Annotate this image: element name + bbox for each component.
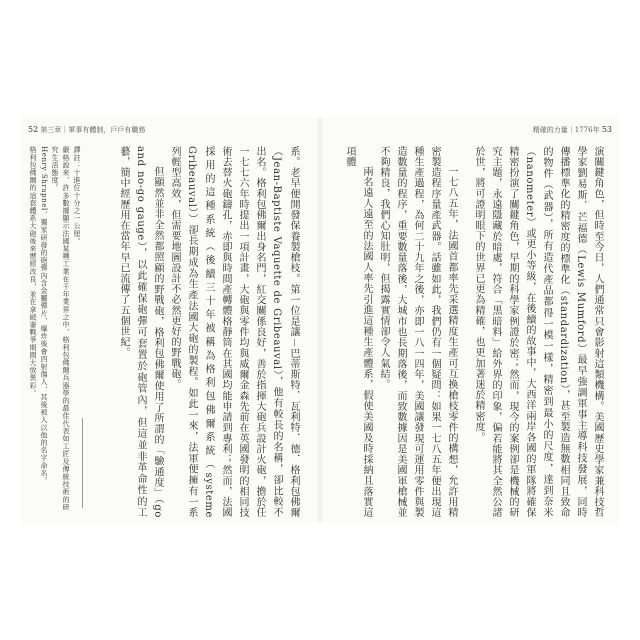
- right-page-number: 53: [601, 125, 612, 134]
- right-page-body: [332, 146, 616, 518]
- body-paragraph: 演關鍵角色，但時至今日，人們通常只會影射這類機構。美國歷史學家兼科技哲學家劉易斯．芒福德（Lewis Mumford）最早強調軍事主導科技發展，同時傳播標準化的精密度的標準化（standardization），甚至製造無數相同且致命的物件（武器），所有造代產品都得一模一樣，精密到最小的尺度，達到奈米（nanometer）或更小等級，在後續的故事中，大西洋兩岸各國的軍隊將確保精密扮演了關鍵角色，早期的科學家例證於密；然而，現今的案例卻是機械的研究主題，永遠隱藏於暗處，符合「黑暗料」給外界的印象，偏若能將其全然公諸於世，將可證明眼下的世界已更為精確，也更加著迷於精密度。: [473, 146, 603, 518]
- left-page: [20, 118, 318, 522]
- body-paragraph: 系。老早便開發保養製槍枝。第一位是讓－巴蒂斯特．瓦利特．德．格利包佛爾（Jean-Baptiste Vaquette de Gribeauval），他有較長的名稱，卻比較不出名。格利包佛爾出身名門，紅交關係良好，善於指揮大砲兵設計火砲，擔於任一七七六年時提出一項計畫，大砲與零件均與威爾金森先前在英國發明的相同技術去替火砲鑄孔，赤即與時間產轉體格靜筒在其國均能申請到專利；然而，法國採用的這種系統（後續三十年被稱為格利包佛爾系統（systeme Gribeauval））卻長期成為生產法國大砲的製程。如此一來，法軍便擁有一系列輕型高效，但需要地圖設計不必然更好的野戰砲。: [169, 146, 299, 518]
- left-page-body: [82, 146, 312, 518]
- book-spread: [20, 118, 620, 522]
- right-running-head: 精確的力量｜1776年: [532, 126, 600, 134]
- left-page-number: 52: [28, 125, 39, 134]
- footnote: 格利包佛爾的這套體系大砲後來歷經改良，並在拿破崙戰爭期間大放異彩。: [29, 146, 37, 397]
- footnote: Henry Shrapnel，獨家研發的砲彈內含金屬彈片，爆炸後會四射傷人，其後被人以他的名字命名。: [40, 146, 48, 485]
- footnote-divider: [82, 418, 83, 508]
- right-page-header: [533, 124, 612, 136]
- right-page: [322, 118, 620, 522]
- footnotes: [26, 146, 82, 518]
- body-paragraph: 兩名遠人遠至的法國人率先引進這種生產體系，假使美國及時採納且落實這項體: [344, 146, 372, 518]
- footnote: 譯註：十進位十分之一公厘。: [73, 146, 81, 245]
- body-paragraph: 但顯然並非全然都照顧的野戰砲，格利包佛爾使用了所謂的「驗通度」（go and no-go gauge），以此確保砲彈可套置於砲管內，但這並非革命性的工藝，簡中經歷用在當年早已流傳了五個世紀。: [118, 146, 163, 518]
- left-running-head: 第三章｜軍事有體制，戶戶有職務: [40, 126, 146, 134]
- body-paragraph: 一七八五年，法國首都率先采選精度生產可互換槍枝零件的構想，允許用精密製造程序量產武器。話雖如此，我們仍有一個疑問：如果一七八五年便出現這種生產過程，為何二十九年之後，亦即一八一四年，美國讓發現可運用零件與製造數量的程序，重要數量落後，大城市也長期落後，而致數據因是美國軍槍械並不夠精良，我們心知肚明，但揭露實情卻令人氣結。: [378, 146, 457, 518]
- left-page-header: [28, 124, 145, 136]
- footnote: 嚴格說來，許多數據顯示法國某種工業在千年業界之中，格利包佛爾兵器學的最佳代表如工匠及傳統技術的研究生活態度。: [51, 146, 70, 511]
